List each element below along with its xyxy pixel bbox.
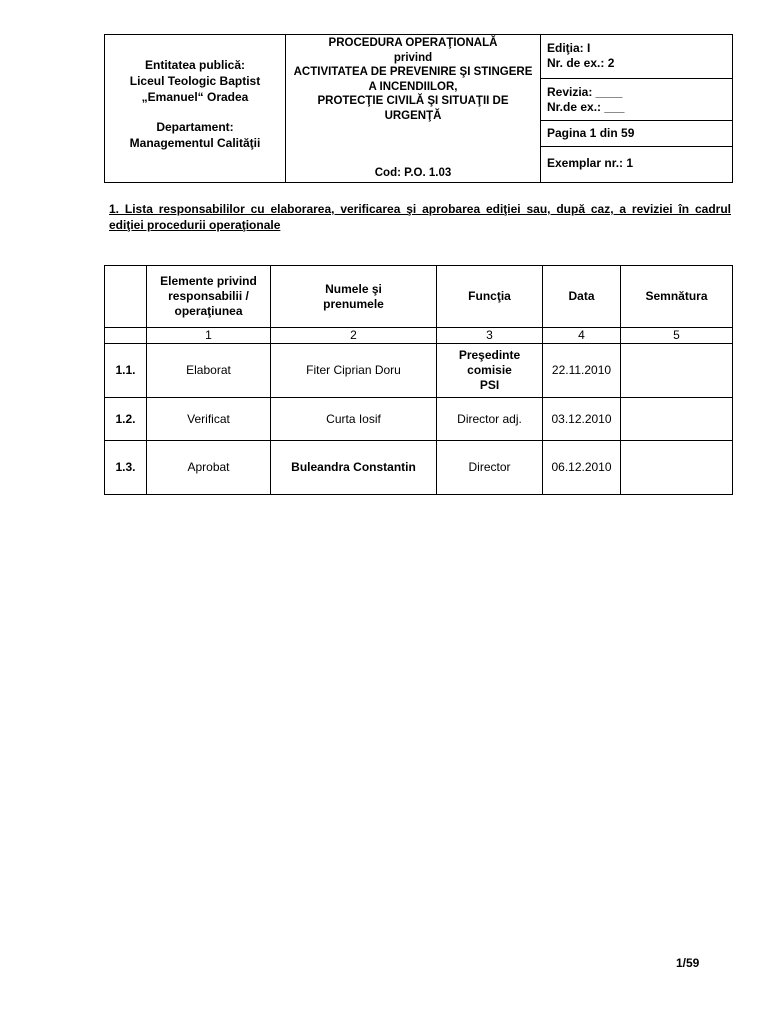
revision-cell xyxy=(541,79,733,121)
procedure-title-line1: PROCEDURA OPERAŢIONALĂ xyxy=(328,37,498,49)
column-number-1: 1 xyxy=(147,328,271,344)
row-function-line1: Preşedinte xyxy=(458,348,521,362)
row-signature xyxy=(621,398,733,441)
row-number: 1.1. xyxy=(105,344,147,398)
table-row xyxy=(105,398,733,441)
copy-number: Exemplar nr.: 1 xyxy=(547,156,634,170)
row-person-name: Fiter Ciprian Doru xyxy=(271,344,437,398)
header-operation: Elemente privind responsabilii / operaţiunea xyxy=(147,266,271,328)
edition-copies: Nr. de ex.: 2 xyxy=(547,56,615,70)
entity-name-line2: „Emanuel“ Oradea xyxy=(141,90,249,104)
procedure-code: Cod: P.O. 1.03 xyxy=(374,166,452,179)
page-info: Pagina 1 din 59 xyxy=(547,126,635,140)
edition-value: Ediţia: I xyxy=(547,41,591,55)
entity-label: Entitatea publică: xyxy=(144,58,245,72)
responsibles-table xyxy=(104,265,733,495)
revision-copies: Nr.de ex.: ___ xyxy=(547,100,625,114)
row-number: 1.2. xyxy=(105,398,147,441)
row-function-line2: comisie xyxy=(467,363,512,377)
department-label: Departament: xyxy=(156,120,234,134)
document-header-table xyxy=(104,34,733,183)
edition-cell xyxy=(541,35,733,79)
procedure-title-line5: PROTECŢIE CIVILĂ ŞI SITUAŢII DE xyxy=(317,95,509,107)
header-empty-cell xyxy=(105,266,147,328)
row-function-line3: PSI xyxy=(479,378,500,392)
header-name: Numele şi prenumele xyxy=(271,266,437,328)
procedure-title-line4: A INCENDIILOR, xyxy=(368,80,458,93)
header-signature: Semnătura xyxy=(621,266,733,328)
copy-number-cell xyxy=(541,147,733,183)
row-operation: Elaborat xyxy=(147,344,271,398)
procedure-title-line6: URGENŢĂ xyxy=(384,109,442,122)
header-date: Data xyxy=(543,266,621,328)
section-title: 1. Lista responsabililor cu elaborarea, verificarea şi aprobarea ediţiei sau, după caz, a reviziei în cadrul ediţiei procedurii operaţionale xyxy=(109,202,731,232)
column-number-3: 3 xyxy=(437,328,543,344)
row-signature xyxy=(621,344,733,398)
revision-value: Revizia: ____ xyxy=(547,85,623,99)
department-name: Managementul Calităţii xyxy=(129,136,261,150)
column-number-4: 4 xyxy=(543,328,621,344)
row-date: 22.11.2010 xyxy=(543,344,621,398)
row-number: 1.3. xyxy=(105,441,147,495)
row-date: 06.12.2010 xyxy=(543,441,621,495)
procedure-title-cell xyxy=(286,35,541,183)
row-person-name: Buleandra Constantin xyxy=(271,441,437,495)
entity-cell xyxy=(105,35,286,183)
row-operation: Aprobat xyxy=(147,441,271,495)
row-function: Director xyxy=(437,441,543,495)
table-header-row xyxy=(105,266,733,328)
row-operation: Verificat xyxy=(147,398,271,441)
page-number: 1/59 xyxy=(676,956,700,970)
row-date: 03.12.2010 xyxy=(543,398,621,441)
column-number-empty xyxy=(105,328,147,344)
row-signature xyxy=(621,441,733,495)
column-number-5: 5 xyxy=(621,328,733,344)
procedure-title-line2: privind xyxy=(393,51,433,64)
column-number-row xyxy=(105,328,733,344)
procedure-title-line3: ACTIVITATEA DE PREVENIRE ŞI STINGERE xyxy=(293,66,533,78)
column-number-2: 2 xyxy=(271,328,437,344)
row-function xyxy=(437,344,543,398)
header-function: Funcţia xyxy=(437,266,543,328)
page-info-cell xyxy=(541,121,733,147)
table-row xyxy=(105,344,733,398)
row-function: Director adj. xyxy=(437,398,543,441)
entity-name-line1: Liceul Teologic Baptist xyxy=(129,74,261,88)
table-row xyxy=(105,441,733,495)
row-person-name: Curta Iosif xyxy=(271,398,437,441)
